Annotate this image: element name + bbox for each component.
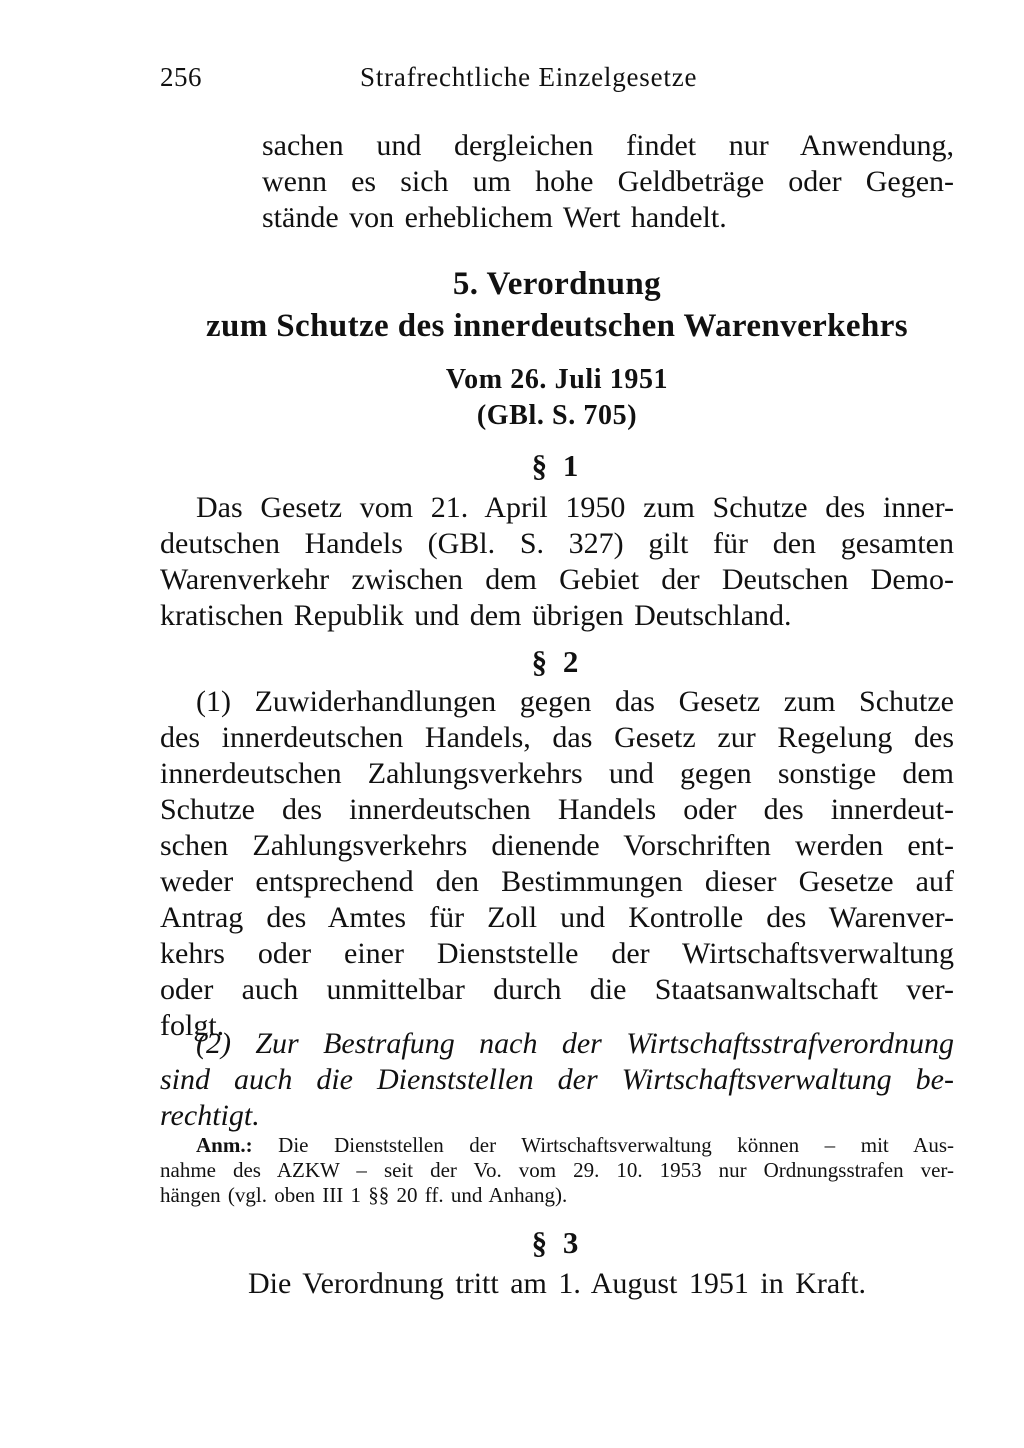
section-3-text: Die Verordnung tritt am 1. August 1951 in Kraft. — [247, 1267, 867, 1300]
paragraph-line: schen Zahlungsverkehrs dienende Vorschriften werden ent- — [160, 829, 954, 862]
note-text: Die Dienststellen der Wirtschaftsverwaltung können – mit Aus- — [278, 1133, 954, 1157]
annotation-note — [160, 1133, 954, 1208]
paragraph-line: (2) Zur Bestrafung nach der Wirtschaftsstrafverordnung — [196, 1027, 954, 1060]
paragraph-line: des innerdeutschen Handels, das Gesetz zur Regelung des — [160, 721, 954, 754]
intro-line: sachen und dergleichen findet nur Anwendung, — [262, 129, 954, 162]
note-label: Anm.: — [196, 1133, 253, 1157]
paragraph-line: oder auch unmittelbar durch die Staatsanwaltschaft ver- — [160, 973, 954, 1006]
paragraph-line: folgt. — [160, 1009, 225, 1042]
section-2-paragraph-1 — [160, 684, 954, 1044]
paragraph-line: kehrs oder einer Dienststelle der Wirtschaftsverwaltung — [160, 937, 954, 970]
paragraph-line: Schutze des innerdeutschen Handels oder des innerdeut- — [160, 793, 954, 826]
paragraph-line: innerdeutschen Zahlungsverkehrs und gegen sonstige dem — [160, 757, 954, 790]
law-title-number: 5. Verordnung — [452, 266, 662, 302]
paragraph-line: (1) Zuwiderhandlungen gegen das Gesetz zum Schutze — [196, 685, 954, 718]
page-header — [160, 62, 960, 102]
note-line: hängen (vgl. oben III 1 §§ 20 ff. und Anhang). — [160, 1183, 568, 1207]
section-3-heading: § 3 — [531, 1225, 583, 1260]
paragraph-line: Antrag des Amtes für Zoll und Kontrolle des Warenver- — [160, 901, 954, 934]
paragraph-line: Das Gesetz vom 21. April 1950 zum Schutze des inner- — [196, 491, 954, 524]
paragraph-line: kratischen Republik und dem übrigen Deutschland. — [160, 599, 792, 632]
page-number: 256 — [160, 62, 202, 92]
section-1-heading: § 1 — [531, 448, 583, 483]
section-1-paragraph — [160, 490, 954, 634]
paragraph-line: sind auch die Dienststellen der Wirtschaftsverwaltung be- — [160, 1063, 954, 1096]
law-title: zum Schutze des innerdeutschen Warenverkehrs — [205, 308, 909, 344]
section-2-heading: § 2 — [531, 644, 583, 679]
law-source: (GBl. S. 705) — [476, 400, 638, 431]
note-line: nahme des AZKW – seit der Vo. vom 29. 10. 1953 nur Ordnungsstrafen ver- — [160, 1158, 954, 1182]
law-date: Vom 26. Juli 1951 — [445, 364, 669, 395]
paragraph-line: Warenverkehr zwischen dem Gebiet der Deutschen Demo- — [160, 563, 954, 596]
intro-paragraph — [262, 128, 954, 236]
paragraph-line: weder entsprechend den Bestimmungen dieser Gesetze auf — [160, 865, 954, 898]
section-2-paragraph-2 — [160, 1026, 954, 1134]
intro-line: wenn es sich um hohe Geldbeträge oder Gegen- — [262, 165, 954, 198]
paragraph-line: deutschen Handels (GBl. S. 327) gilt für den gesamten — [160, 527, 954, 560]
intro-line: stände von erheblichem Wert handelt. — [262, 201, 727, 234]
note-line — [160, 1133, 954, 1158]
paragraph-line: rechtigt. — [160, 1099, 260, 1132]
running-title: Strafrechtliche Einzelgesetze — [360, 62, 698, 92]
